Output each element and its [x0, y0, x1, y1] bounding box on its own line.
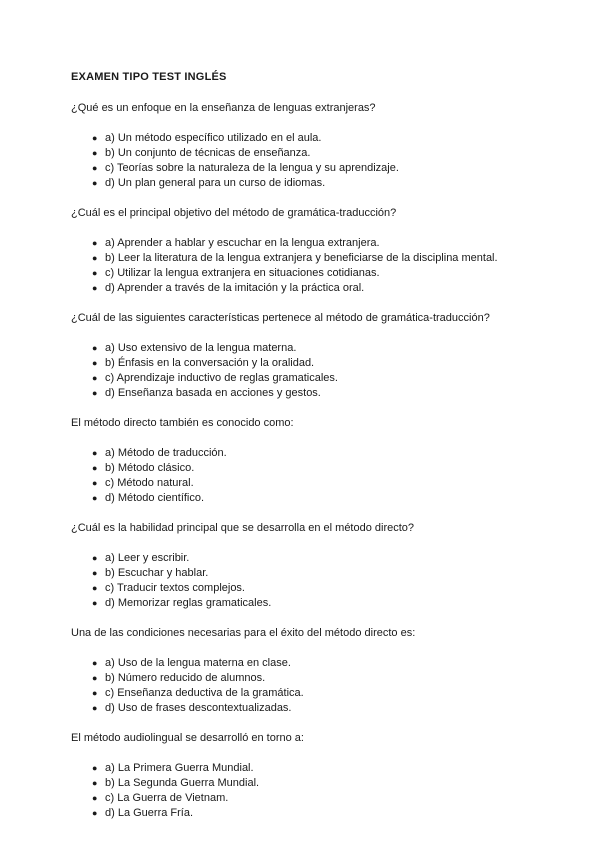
option-text: c) Teorías sobre la naturaleza de la lengua y su aprendizaje.: [105, 162, 399, 174]
option-text: a) Un método específico utilizado en el aula.: [105, 132, 322, 144]
question-text: ¿Cuál es la habilidad principal que se desarrolla en el método directo?: [71, 522, 415, 534]
option-text: a) Leer y escribir.: [105, 552, 190, 564]
option-item: [92, 356, 551, 371]
bullet-icon: ●: [92, 253, 98, 263]
option-text: c) Traducir textos complejos.: [105, 582, 245, 594]
option-text: a) Método de traducción.: [105, 447, 227, 459]
option-text: d) Enseñanza basada en acciones y gestos.: [105, 387, 321, 399]
bullet-icon: ●: [92, 448, 98, 458]
bullet-icon: ●: [92, 778, 98, 788]
option-list: [71, 341, 551, 401]
option-item: [92, 806, 551, 821]
option-item: [92, 476, 551, 491]
question-text: ¿Qué es un enfoque en la enseñanza de lenguas extranjeras?: [71, 102, 376, 114]
option-text: d) Uso de frases descontextualizadas.: [105, 702, 292, 714]
question-text: ¿Cuál de las siguientes características pertenece al método de gramática-traducción?: [71, 312, 490, 324]
option-item: [92, 131, 551, 146]
option-text: d) Memorizar reglas gramaticales.: [105, 597, 272, 609]
option-text: b) Escuchar y hablar.: [105, 567, 209, 579]
bullet-icon: ●: [92, 133, 98, 143]
question-text: El método directo también es conocido como:: [71, 417, 294, 429]
question-list: [71, 101, 551, 821]
option-list: [71, 236, 551, 296]
bullet-icon: ●: [92, 598, 98, 608]
bullet-icon: ●: [92, 583, 98, 593]
option-item: [92, 371, 551, 386]
option-list: [71, 551, 551, 611]
option-text: b) Énfasis en la conversación y la oralidad.: [105, 357, 315, 369]
bullet-icon: ●: [92, 163, 98, 173]
option-item: [92, 491, 551, 506]
option-list: [71, 131, 551, 191]
bullet-icon: ●: [92, 268, 98, 278]
bullet-icon: ●: [92, 148, 98, 158]
option-item: [92, 566, 551, 581]
bullet-icon: ●: [92, 388, 98, 398]
option-text: b) Leer la literatura de la lengua extranjera y beneficiarse de la disciplina mental.: [105, 252, 498, 264]
option-text: d) Aprender a través de la imitación y la práctica oral.: [105, 282, 365, 294]
option-item: [92, 656, 551, 671]
option-list: [71, 761, 551, 821]
option-list: [71, 656, 551, 716]
option-text: a) Aprender a hablar y escuchar en la lengua extranjera.: [105, 237, 380, 249]
option-item: [92, 446, 551, 461]
question-text: El método audiolingual se desarrolló en torno a:: [71, 732, 304, 744]
option-item: [92, 671, 551, 686]
option-text: d) Método científico.: [105, 492, 205, 504]
bullet-icon: ●: [92, 238, 98, 248]
bullet-icon: ●: [92, 553, 98, 563]
bullet-icon: ●: [92, 658, 98, 668]
option-item: [92, 146, 551, 161]
option-list: [71, 446, 551, 506]
option-text: c) Enseñanza deductiva de la gramática.: [105, 687, 304, 699]
option-text: a) La Primera Guerra Mundial.: [105, 762, 254, 774]
option-item: [92, 686, 551, 701]
option-item: [92, 776, 551, 791]
option-text: c) Utilizar la lengua extranjera en situaciones cotidianas.: [105, 267, 380, 279]
option-item: [92, 266, 551, 281]
option-text: a) Uso extensivo de la lengua materna.: [105, 342, 297, 354]
document-title: EXAMEN TIPO TEST INGLÉS: [71, 71, 227, 83]
bullet-icon: ●: [92, 808, 98, 818]
option-text: c) Método natural.: [105, 477, 194, 489]
bullet-icon: ●: [92, 763, 98, 773]
bullet-icon: ●: [92, 478, 98, 488]
bullet-icon: ●: [92, 493, 98, 503]
option-item: [92, 341, 551, 356]
option-text: b) Un conjunto de técnicas de enseñanza.: [105, 147, 311, 159]
option-text: a) Uso de la lengua materna en clase.: [105, 657, 291, 669]
bullet-icon: ●: [92, 703, 98, 713]
bullet-icon: ●: [92, 283, 98, 293]
option-text: b) Número reducido de alumnos.: [105, 672, 266, 684]
option-item: [92, 596, 551, 611]
option-item: [92, 176, 551, 191]
option-item: [92, 551, 551, 566]
option-item: [92, 701, 551, 716]
option-item: [92, 386, 551, 401]
question-text: ¿Cuál es el principal objetivo del método de gramática-traducción?: [71, 207, 397, 219]
option-item: [92, 791, 551, 806]
option-text: b) La Segunda Guerra Mundial.: [105, 777, 260, 789]
option-item: [92, 581, 551, 596]
bullet-icon: ●: [92, 568, 98, 578]
bullet-icon: ●: [92, 178, 98, 188]
option-text: c) La Guerra de Vietnam.: [105, 792, 229, 804]
option-text: b) Método clásico.: [105, 462, 195, 474]
bullet-icon: ●: [92, 688, 98, 698]
option-item: [92, 281, 551, 296]
bullet-icon: ●: [92, 793, 98, 803]
bullet-icon: ●: [92, 373, 98, 383]
bullet-icon: ●: [92, 343, 98, 353]
option-item: [92, 461, 551, 476]
option-text: d) Un plan general para un curso de idiomas.: [105, 177, 326, 189]
option-item: [92, 761, 551, 776]
bullet-icon: ●: [92, 463, 98, 473]
option-text: d) La Guerra Fría.: [105, 807, 194, 819]
bullet-icon: ●: [92, 673, 98, 683]
option-text: c) Aprendizaje inductivo de reglas gramaticales.: [105, 372, 338, 384]
bullet-icon: ●: [92, 358, 98, 368]
option-item: [92, 236, 551, 251]
document-page: [71, 70, 551, 836]
option-item: [92, 161, 551, 176]
option-item: [92, 251, 551, 266]
question-text: Una de las condiciones necesarias para el éxito del método directo es:: [71, 627, 416, 639]
